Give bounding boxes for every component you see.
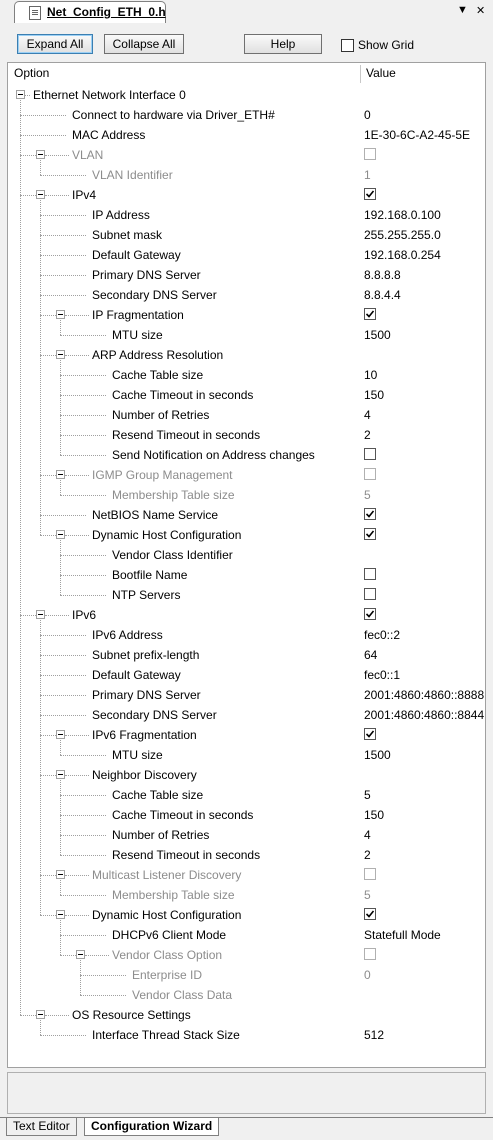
tree-connector: [40, 215, 86, 216]
option-label: IGMP Group Management: [92, 468, 233, 482]
tree-row[interactable]: [8, 385, 485, 405]
tree-row[interactable]: [8, 825, 485, 845]
option-label: Interface Thread Stack Size: [92, 1028, 240, 1042]
tree-connector: [40, 235, 86, 236]
description-pane: [7, 1072, 486, 1114]
tree-branch-line: [60, 360, 61, 455]
tree-row[interactable]: [8, 1025, 485, 1045]
tree-row[interactable]: [8, 625, 485, 645]
tree-connector: [20, 115, 66, 116]
tree-connector: [40, 735, 56, 736]
tree-branch-line: [40, 200, 41, 535]
option-value[interactable]: 192.168.0.100: [364, 208, 441, 222]
value-checkbox[interactable]: [364, 868, 376, 880]
option-label: Number of Retries: [112, 408, 210, 422]
tree-row[interactable]: [8, 145, 485, 165]
tree-connector: [60, 555, 106, 556]
option-label: Dynamic Host Configuration: [92, 528, 242, 542]
option-label: Membership Table size: [112, 888, 235, 902]
option-label: Enterprise ID: [132, 968, 203, 982]
tree-row[interactable]: [8, 905, 485, 925]
checkmark-icon: [366, 190, 374, 198]
tree-branch-line: [60, 480, 61, 495]
option-label: IP Address: [92, 208, 150, 222]
collapse-icon[interactable]: [36, 150, 45, 159]
tree-row[interactable]: [8, 505, 485, 525]
tree-branch-line: [60, 920, 61, 955]
collapse-icon[interactable]: [56, 350, 65, 359]
option-value[interactable]: 2001:4860:4860::8888: [364, 688, 485, 702]
checkmark-icon: [366, 310, 374, 318]
tree-row[interactable]: [8, 205, 485, 225]
option-label: Vendor Class Identifier: [112, 548, 233, 562]
tree-connector: [60, 895, 106, 896]
tree-branch-line: [40, 620, 41, 915]
option-label: IPv6 Fragmentation: [92, 728, 197, 742]
option-value[interactable]: 255.255.255.0: [364, 228, 441, 242]
tree-connector: [40, 535, 56, 536]
option-label: VLAN: [72, 148, 104, 162]
value-checkbox[interactable]: [364, 188, 376, 200]
tree-branch-line: [60, 540, 61, 595]
tree-row[interactable]: [8, 225, 485, 245]
option-value[interactable]: 512: [364, 1028, 385, 1042]
tree-row[interactable]: [8, 845, 485, 865]
checkmark-icon: [366, 730, 374, 738]
expand-all-button[interactable]: Expand All: [17, 34, 93, 54]
option-label: NetBIOS Name Service: [92, 508, 219, 522]
tree-branch-line: [60, 740, 61, 755]
file-icon: [29, 6, 41, 20]
tree-connector: [40, 255, 86, 256]
option-label: Vendor Class Option: [112, 948, 223, 962]
tree-row[interactable]: [8, 265, 485, 285]
tree-connector: [40, 355, 56, 356]
option-label: Cache Table size: [112, 368, 204, 382]
collapse-icon[interactable]: [56, 530, 65, 539]
title-bar: [0, 0, 493, 26]
option-label: IPv6: [72, 608, 97, 622]
value-checkbox[interactable]: [364, 948, 376, 960]
tree-branch-line: [20, 100, 21, 1015]
tree-connector: [85, 955, 109, 956]
tree-row[interactable]: [8, 465, 485, 485]
option-label: Cache Timeout in seconds: [112, 388, 254, 402]
tree-branch-line: [40, 160, 41, 175]
tree-connector: [25, 95, 30, 96]
tree-row[interactable]: [8, 425, 485, 445]
tree-connector: [60, 455, 106, 456]
option-value[interactable]: 10: [364, 368, 378, 382]
tree-connector: [65, 875, 89, 876]
value-checkbox[interactable]: [364, 908, 376, 920]
value-checkbox[interactable]: [364, 528, 376, 540]
collapse-icon[interactable]: [36, 610, 45, 619]
collapse-icon[interactable]: [76, 950, 85, 959]
checkmark-icon: [366, 910, 374, 918]
tree-connector: [20, 155, 36, 156]
option-label: Resend Timeout in seconds: [112, 848, 261, 862]
option-value[interactable]: 1500: [364, 748, 391, 762]
tree-row[interactable]: [8, 785, 485, 805]
option-value[interactable]: 150: [364, 808, 385, 822]
tree-connector: [65, 735, 89, 736]
value-checkbox[interactable]: [364, 308, 376, 320]
tree-connector: [45, 1015, 69, 1016]
collapse-icon[interactable]: [56, 910, 65, 919]
option-label: IP Fragmentation: [92, 308, 184, 322]
tree-connector: [65, 355, 89, 356]
option-label: Default Gateway: [92, 248, 181, 262]
tree-connector: [60, 435, 106, 436]
option-value[interactable]: 2: [364, 428, 371, 442]
tree-row[interactable]: [8, 725, 485, 745]
tree-connector: [65, 915, 89, 916]
tree-row[interactable]: [8, 185, 485, 205]
help-button[interactable]: Help: [244, 34, 322, 54]
dropdown-icon[interactable]: ▼: [457, 4, 468, 16]
value-checkbox[interactable]: [364, 508, 376, 520]
option-value[interactable]: fec0::2: [364, 628, 401, 642]
option-label: Cache Table size: [112, 788, 204, 802]
option-label: Primary DNS Server: [92, 268, 201, 282]
tree-connector: [40, 675, 86, 676]
tree-branch-line: [60, 780, 61, 855]
collapse-icon[interactable]: [36, 1010, 45, 1019]
tree-row[interactable]: [8, 565, 485, 585]
tree-row[interactable]: [8, 685, 485, 705]
tree-connector: [40, 175, 86, 176]
option-label: Bootfile Name: [112, 568, 188, 582]
tree-connector: [45, 615, 69, 616]
option-label: MTU size: [112, 748, 163, 762]
option-value[interactable]: 5: [364, 788, 371, 802]
tree-row[interactable]: [8, 925, 485, 945]
tree-connector: [80, 995, 126, 996]
tree-connector: [60, 935, 106, 936]
tree-connector: [60, 815, 106, 816]
option-column-header: Option: [14, 66, 50, 80]
show-grid-label: Show Grid: [358, 38, 415, 52]
tree-row[interactable]: [8, 525, 485, 545]
option-label: Resend Timeout in seconds: [112, 428, 261, 442]
option-label: Ethernet Network Interface 0: [33, 88, 186, 102]
value-checkbox[interactable]: [364, 468, 376, 480]
option-label: IPv4: [72, 188, 97, 202]
tree-connector: [65, 775, 89, 776]
tree-row[interactable]: [8, 325, 485, 345]
value-checkbox[interactable]: [364, 608, 376, 620]
option-value[interactable]: 1: [364, 168, 371, 182]
checkmark-icon: [366, 510, 374, 518]
toolbar: [0, 27, 493, 59]
tree-connector: [40, 295, 86, 296]
tree-row[interactable]: [8, 285, 485, 305]
option-label: NTP Servers: [112, 588, 181, 602]
tree-connector: [65, 535, 89, 536]
option-value[interactable]: 2: [364, 848, 371, 862]
tree-row[interactable]: [8, 805, 485, 825]
tree-row[interactable]: [8, 305, 485, 325]
tree-row[interactable]: [8, 85, 485, 105]
option-label: Multicast Listener Discovery: [92, 868, 242, 882]
tree-connector: [40, 635, 86, 636]
file-tab-label: Net_Config_ETH_0.h: [47, 5, 166, 19]
option-value[interactable]: 1500: [364, 328, 391, 342]
option-label: Dynamic Host Configuration: [92, 908, 242, 922]
tree-connector: [40, 775, 56, 776]
tree-connector: [20, 135, 66, 136]
tree-connector: [60, 575, 106, 576]
tree-branch-line: [60, 880, 61, 895]
option-value[interactable]: Statefull Mode: [364, 928, 441, 942]
tree-connector: [45, 195, 69, 196]
option-label: Subnet prefix-length: [92, 648, 200, 662]
tree-connector: [65, 315, 89, 316]
column-divider[interactable]: [360, 65, 361, 83]
tab-text-editor[interactable]: Text Editor: [6, 1118, 77, 1136]
option-value[interactable]: 5: [364, 888, 371, 902]
tab-configuration-wizard[interactable]: Configuration Wizard: [84, 1118, 219, 1136]
tree-row[interactable]: [8, 605, 485, 625]
tree-connector: [40, 655, 86, 656]
option-value[interactable]: 4: [364, 408, 371, 422]
tree-connector: [45, 155, 69, 156]
tree-connector: [60, 835, 106, 836]
value-checkbox[interactable]: [364, 568, 376, 580]
tree-branch-line: [60, 320, 61, 335]
tree-connector: [40, 275, 86, 276]
tree-row[interactable]: [8, 405, 485, 425]
option-value[interactable]: 64: [364, 648, 378, 662]
option-value[interactable]: 5: [364, 488, 371, 502]
option-value[interactable]: 2001:4860:4860::8844: [364, 708, 485, 722]
file-tab[interactable]: [14, 1, 166, 23]
value-column-header: Value: [366, 66, 396, 80]
option-value[interactable]: 8.8.8.8: [364, 268, 401, 282]
value-checkbox[interactable]: [364, 148, 376, 160]
tree-row[interactable]: [8, 105, 485, 125]
config-grid: [7, 62, 486, 1068]
tree-connector: [40, 315, 56, 316]
collapse-icon[interactable]: [56, 870, 65, 879]
option-value[interactable]: fec0::1: [364, 668, 401, 682]
tree-row[interactable]: [8, 585, 485, 605]
option-value[interactable]: 1E-30-6C-A2-45-5E: [364, 128, 471, 142]
tree-connector: [40, 915, 56, 916]
tree-row[interactable]: [8, 705, 485, 725]
option-label: MAC Address: [72, 128, 146, 142]
tree-row[interactable]: [8, 885, 485, 905]
collapse-all-button[interactable]: Collapse All: [104, 34, 184, 54]
option-label: IPv6 Address: [92, 628, 163, 642]
tree-row[interactable]: [8, 345, 485, 365]
tree-row[interactable]: [8, 545, 485, 565]
collapse-icon[interactable]: [16, 90, 25, 99]
option-label: Primary DNS Server: [92, 688, 201, 702]
option-label: Connect to hardware via Driver_ETH#: [72, 108, 275, 122]
option-value[interactable]: 150: [364, 388, 385, 402]
value-checkbox[interactable]: [364, 588, 376, 600]
checkmark-icon: [366, 530, 374, 538]
option-value[interactable]: 4: [364, 828, 371, 842]
option-label: Secondary DNS Server: [92, 708, 217, 722]
tree-row[interactable]: [8, 365, 485, 385]
option-value[interactable]: 0: [364, 968, 371, 982]
collapse-icon[interactable]: [36, 190, 45, 199]
tree-connector: [60, 855, 106, 856]
tree-row[interactable]: [8, 665, 485, 685]
tree-connector: [40, 1035, 86, 1036]
tree-connector: [60, 955, 76, 956]
tree-row[interactable]: [8, 485, 485, 505]
tree-connector: [60, 795, 106, 796]
option-label: DHCPv6 Client Mode: [112, 928, 227, 942]
tree-connector: [20, 195, 36, 196]
show-grid-checkbox[interactable]: [341, 39, 354, 52]
tree-connector: [60, 755, 106, 756]
tree-connector: [40, 875, 56, 876]
option-label: ARP Address Resolution: [92, 348, 224, 362]
tree-row[interactable]: [8, 645, 485, 665]
value-checkbox[interactable]: [364, 728, 376, 740]
tree-row[interactable]: [8, 165, 485, 185]
checkmark-icon: [366, 610, 374, 618]
value-checkbox[interactable]: [364, 448, 376, 460]
option-value[interactable]: 192.168.0.254: [364, 248, 441, 262]
collapse-icon[interactable]: [56, 730, 65, 739]
tree-connector: [60, 415, 106, 416]
tree-connector: [60, 395, 106, 396]
tree-row[interactable]: [8, 745, 485, 765]
tree-connector: [20, 615, 36, 616]
show-grid-toggle[interactable]: [341, 38, 415, 52]
grid-header: [8, 63, 485, 83]
collapse-icon[interactable]: [56, 310, 65, 319]
tree-row[interactable]: [8, 865, 485, 885]
collapse-icon[interactable]: [56, 770, 65, 779]
option-label: Send Notification on Address changes: [112, 448, 315, 462]
tree-connector: [60, 335, 106, 336]
tree-connector: [60, 375, 106, 376]
option-label: Vendor Class Data: [132, 988, 233, 1002]
tree-connector: [65, 475, 89, 476]
tree-connector: [40, 515, 86, 516]
option-label: OS Resource Settings: [72, 1008, 191, 1022]
tree-connector: [40, 695, 86, 696]
option-label: Subnet mask: [92, 228, 163, 242]
tree-row[interactable]: [8, 245, 485, 265]
collapse-icon[interactable]: [56, 470, 65, 479]
tree-connector: [80, 975, 126, 976]
tree-connector: [20, 1015, 36, 1016]
option-label: Number of Retries: [112, 828, 210, 842]
option-label: MTU size: [112, 328, 163, 342]
option-label: Membership Table size: [112, 488, 235, 502]
tree-branch-line: [80, 960, 81, 995]
tree-connector: [60, 495, 106, 496]
tree-branch-line: [40, 1020, 41, 1035]
option-value[interactable]: 0: [364, 108, 371, 122]
option-label: Secondary DNS Server: [92, 288, 217, 302]
tree-row[interactable]: [8, 445, 485, 465]
tree-connector: [40, 715, 86, 716]
tree-connector: [40, 475, 56, 476]
tree-row[interactable]: [8, 1005, 485, 1025]
option-label: Default Gateway: [92, 668, 181, 682]
tree-row[interactable]: [8, 765, 485, 785]
option-label: Neighbor Discovery: [92, 768, 197, 782]
tree-connector: [60, 595, 106, 596]
option-label: Cache Timeout in seconds: [112, 808, 254, 822]
close-icon[interactable]: ✕: [476, 5, 486, 17]
tree-row[interactable]: [8, 125, 485, 145]
bottom-tab-bar: [0, 1117, 493, 1140]
option-value[interactable]: 8.8.4.4: [364, 288, 401, 302]
option-label: VLAN Identifier: [92, 168, 173, 182]
